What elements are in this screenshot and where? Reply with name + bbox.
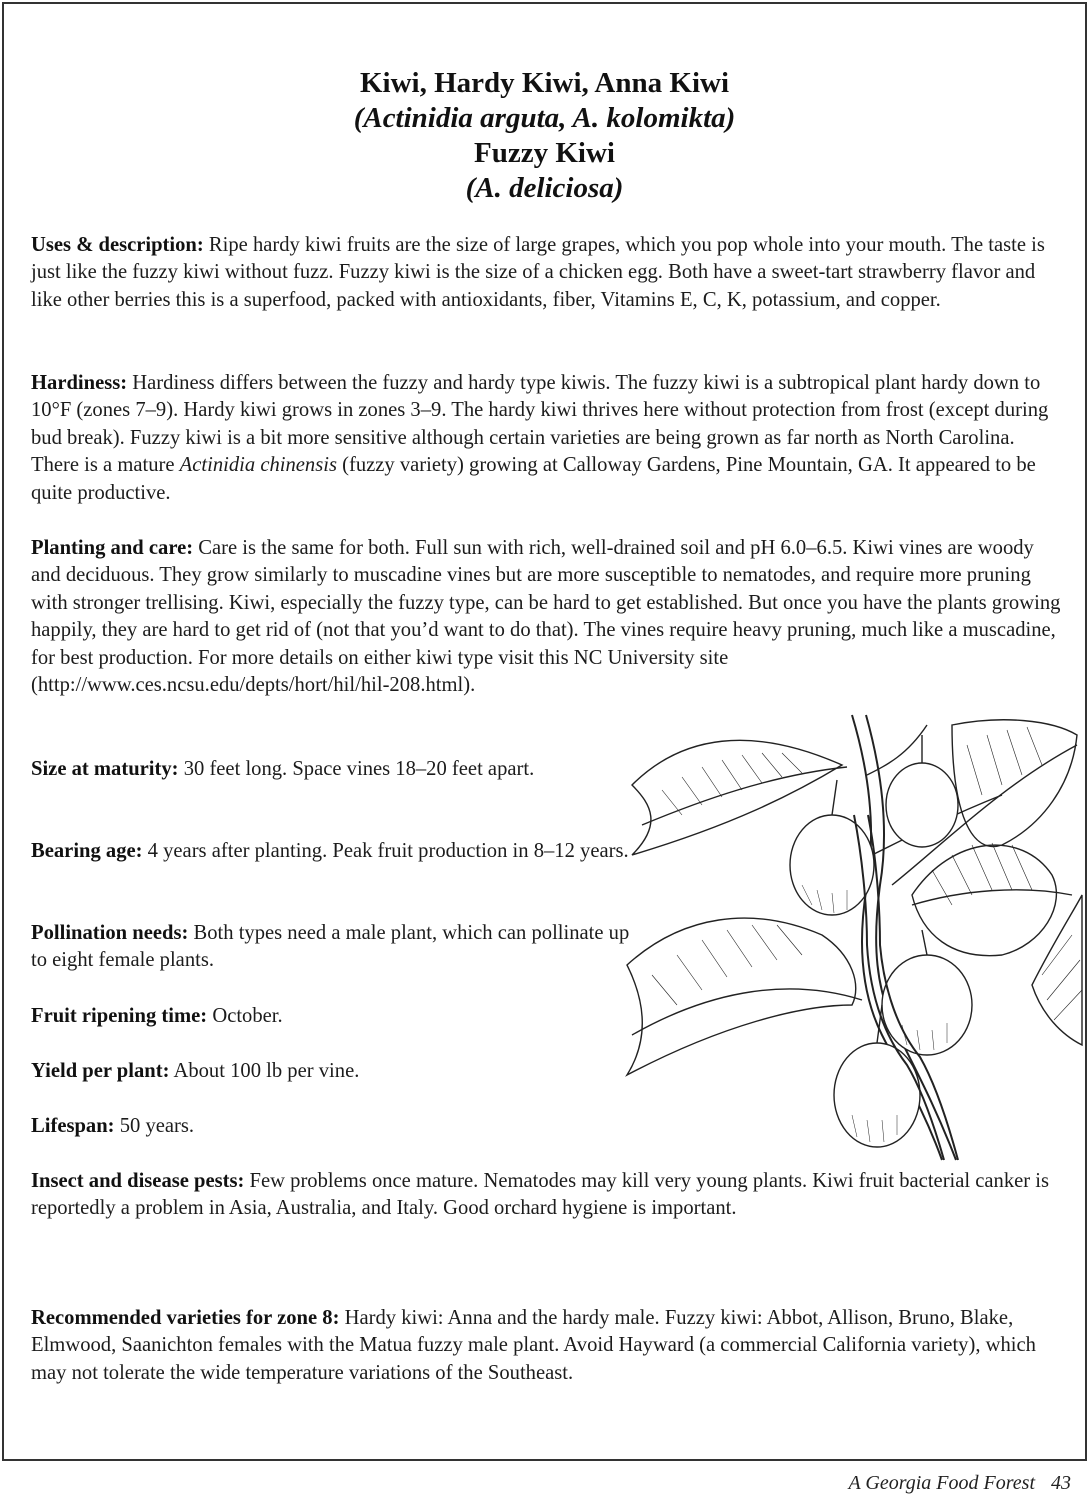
- title-fuzzy-kiwi: Fuzzy Kiwi: [474, 137, 615, 169]
- section-size-at-maturity: [31, 756, 631, 783]
- title-common-names: Kiwi, Hardy Kiwi, Anna Kiwi: [360, 67, 729, 99]
- section-label: Pollination needs:: [31, 922, 189, 944]
- section-italic-species: Actinidia chinensis: [179, 454, 337, 477]
- section-insect-disease: [31, 1168, 1061, 1223]
- section-label: Recommended varieties for zone 8:: [31, 1307, 340, 1329]
- section-pollination-needs: [31, 920, 631, 975]
- section-label: Planting and care:: [31, 537, 194, 559]
- section-label: Lifespan:: [31, 1115, 115, 1137]
- section-text: 30 feet long. Space vines 18–20 feet apart.: [178, 758, 535, 780]
- section-hardiness: [31, 370, 1061, 507]
- section-fruit-ripening: [31, 1003, 631, 1030]
- page-footer: [849, 1472, 1071, 1495]
- section-text: October.: [207, 1005, 283, 1027]
- page-title: [0, 66, 1089, 206]
- section-bearing-age: [31, 838, 631, 865]
- section-label: Hardiness:: [31, 372, 128, 394]
- section-label: Yield per plant:: [31, 1060, 170, 1082]
- section-label: Size at maturity:: [31, 758, 179, 780]
- section-lifespan: [31, 1113, 631, 1140]
- page-number: 43: [1051, 1472, 1071, 1494]
- section-text: Care is the same for both. Full sun with rich, well-drained soil and pH 6.0–6.5. Kiwi vines are woody and deciduous. They grow similarly to muscadine vines but are more susceptible to nematodes, and require more pruning with stronger trellising. Kiwi, especially the fuzzy type, can be hard to get established. But once you have the plants growing happily, they are hard to get rid of (not that you’d want to do that). The vines require heavy pruning, much like a muscadine, for best production. For more details on either kiwi type visit this NC University site: [31, 537, 1061, 669]
- section-uses-description: [31, 232, 1061, 314]
- section-text: Hardy kiwi: Anna and the hardy male. Fuzzy kiwi: Abbot, Allison, Bruno, Blake, Elmwood, Saanichton females with the Matua fuzzy male plant. Avoid Hayward (a commercial California variety), which may not tolerate the wide temperature variations of the Southeast.: [31, 1307, 1036, 1384]
- section-text: Ripe hardy kiwi fruits are the size of large grapes, which you pop whole into your mouth. The taste is just like the fuzzy kiwi without fuzz. Fuzzy kiwi is the size of a chicken egg. Both have a sweet-tart strawberry flavor and like other berries this is a superfood, packed with antioxidants, fiber, Vitamins E, C, K, potassium, and copper.: [31, 234, 1045, 311]
- section-text: About 100 lb per vine.: [169, 1060, 360, 1082]
- section-text: 50 years.: [114, 1115, 195, 1137]
- title-latin-names: (Actinidia arguta, A. kolomikta): [353, 102, 736, 134]
- section-text: Few problems once mature. Nematodes may kill very young plants. Kiwi fruit bacterial canker is reportedly a problem in Asia, Australia, and Italy. Good orchard hygiene is important.: [31, 1170, 1050, 1220]
- section-text: Both types need a male plant, which can pollinate up to eight female plants.: [31, 922, 630, 972]
- section-label: Insect and disease pests:: [31, 1170, 245, 1192]
- book-title: A Georgia Food Forest: [848, 1472, 1035, 1494]
- section-text: Hardiness differs between the fuzzy and hardy type kiwis. The fuzzy kiwi is a subtropical plant hardy down to 10°F (zones 7–9). Hardy kiwi grows in zones 3–9. The hardy kiwi thrives here without protection from frost (except during bud break). Fuzzy kiwi is a bit more sensitive although certain varieties are being grown as far north as North Carolina. There is a mature: [31, 372, 1049, 477]
- section-text: 4 years after planting. Peak fruit production in 8–12 years.: [142, 840, 629, 862]
- section-label: Bearing age:: [31, 840, 143, 862]
- section-planting-care: [31, 535, 1061, 699]
- title-fuzzy-latin: (A. deliciosa): [465, 172, 624, 204]
- kiwi-vine-illustration: [622, 705, 1084, 1163]
- reference-url[interactable]: (http://www.ces.ncsu.edu/depts/hort/hil/hil-208.html).: [31, 674, 476, 697]
- section-label: Uses & description:: [31, 234, 204, 256]
- section-label: Fruit ripening time:: [31, 1005, 208, 1027]
- section-recommended-varieties: [31, 1305, 1061, 1387]
- section-text: (fuzzy variety) growing at Calloway Gardens, Pine Mountain, GA. It appeared to be quite productive.: [31, 454, 1036, 504]
- section-yield-per-plant: [31, 1058, 631, 1085]
